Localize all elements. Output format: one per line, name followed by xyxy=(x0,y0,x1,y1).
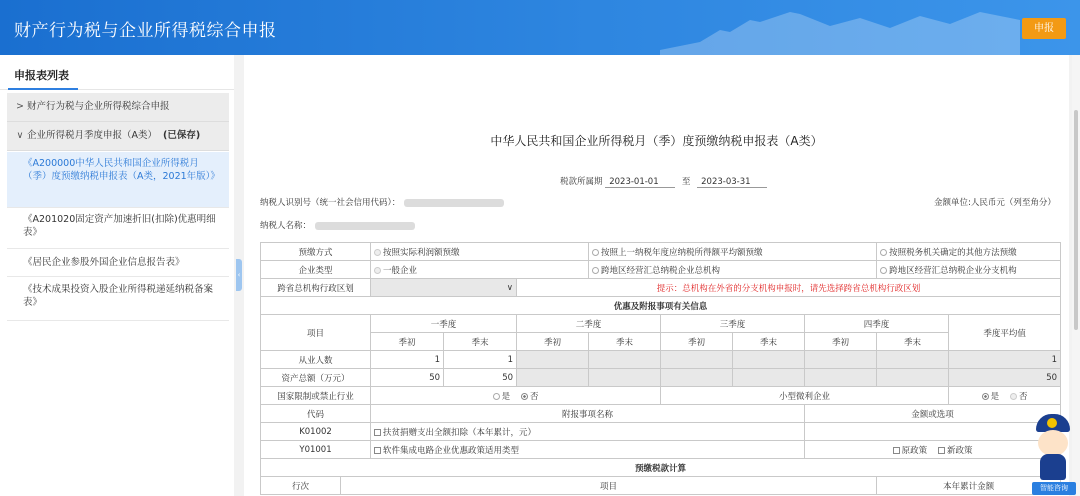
form-item-label: 《A200000中华人民共和国企业所得税月（季）度预缴纳税申报表（A类，2021年版）》 xyxy=(23,158,220,182)
sidebar-collapse-handle[interactable]: ‹ xyxy=(236,259,242,291)
assets-q4-end xyxy=(877,369,949,387)
row-number-header: 行次 xyxy=(261,477,341,495)
declaration-table xyxy=(260,242,1061,495)
region-select[interactable] xyxy=(371,279,517,297)
quarter-3-header: 三季度 xyxy=(661,315,805,333)
employees-q4-end xyxy=(877,351,949,369)
chevron-down-icon: ∨ xyxy=(506,282,514,293)
item-label: 扶贫捐赠支出全额扣除（本年累计，元） xyxy=(383,427,537,438)
item-label: 软件集成电路企业优惠政策适用类型 xyxy=(383,445,520,456)
taxid-value-redacted xyxy=(404,199,504,207)
assets-avg: 50 xyxy=(949,369,1061,387)
submit-button[interactable]: 申报 xyxy=(1022,18,1066,39)
q2-begin-header: 季初 xyxy=(517,333,589,351)
assets-q2-end xyxy=(589,369,661,387)
q2-end-header: 季末 xyxy=(589,333,661,351)
option-label: 按照上一纳税年度应纳税所得额平均额预缴 xyxy=(601,247,763,258)
small-enterprise-options xyxy=(949,387,1061,405)
option-label: 按照实际利润额预缴 xyxy=(383,247,460,258)
prepay-opt-1[interactable] xyxy=(371,243,589,261)
small-enterprise-label: 小型微利企业 xyxy=(661,387,949,405)
assets-q4-begin xyxy=(805,369,877,387)
period-label: 税款所属期 xyxy=(560,177,603,187)
name-row xyxy=(260,219,415,231)
radio-selected-icon xyxy=(982,393,989,400)
employees-q1-end[interactable]: 1 xyxy=(444,351,517,369)
assets-row xyxy=(261,369,1061,387)
assets-q3-end xyxy=(733,369,805,387)
period-end-field[interactable]: 2023-03-31 xyxy=(697,177,767,188)
enterprise-type-row xyxy=(261,261,1061,279)
chevron-down-icon: ∨ xyxy=(16,130,24,141)
employees-avg: 1 xyxy=(949,351,1061,369)
option-label: 否 xyxy=(1018,391,1028,402)
sidebar xyxy=(0,55,234,496)
assets-label: 资产总额（万元） xyxy=(261,369,371,387)
col-item-header: 项目 xyxy=(261,315,371,351)
form-item-a201020[interactable] xyxy=(7,208,229,249)
option-label: 跨地区经营汇总纳税企业总机构 xyxy=(601,265,721,276)
section2-header-row xyxy=(261,459,1061,477)
restricted-yes[interactable] xyxy=(493,392,511,402)
radio-icon xyxy=(374,249,381,256)
q3-end-header: 季末 xyxy=(733,333,805,351)
restricted-label: 国家限制或禁止行业 xyxy=(261,387,371,405)
etype-opt-1[interactable] xyxy=(371,261,589,279)
employees-q1-begin[interactable]: 1 xyxy=(371,351,444,369)
prepay-opt-3[interactable] xyxy=(877,243,1061,261)
taxid-label: 纳税人识别号（统一社会信用代码）： xyxy=(260,198,401,208)
option-label: 否 xyxy=(529,391,539,402)
radio-icon xyxy=(880,249,887,256)
assistant-mascot[interactable] xyxy=(1030,414,1078,496)
form-item-label: 《技术成果投资入股企业所得税递延纳税备案表》 xyxy=(23,284,214,308)
group-income-tax[interactable] xyxy=(7,122,229,151)
y01001-options xyxy=(805,441,1061,459)
assets-q1-begin[interactable]: 50 xyxy=(371,369,444,387)
calc-header-row xyxy=(261,477,1061,495)
quarter-1-header: 一季度 xyxy=(371,315,517,333)
app-title: 财产行为税与企业所得税综合申报 xyxy=(14,21,277,41)
option-label: 按照税务机关确定的其他方法预缴 xyxy=(889,247,1017,258)
y01001-code: Y01001 xyxy=(261,441,371,459)
y01001-item[interactable] xyxy=(371,441,805,459)
group-label: 企业所得税月季度申报（A类） xyxy=(27,130,157,141)
option-label: 一般企业 xyxy=(383,265,418,276)
mascot-badge-icon xyxy=(1047,418,1057,428)
radio-icon xyxy=(1010,393,1017,400)
radio-icon xyxy=(374,267,381,274)
enterprise-type-label: 企业类型 xyxy=(261,261,371,279)
code-header-row xyxy=(261,405,1061,423)
region-label: 跨省总机构行政区划 xyxy=(261,279,371,297)
subheader-row xyxy=(261,333,1061,351)
radio-icon xyxy=(880,267,887,274)
amount-header: 金额或选项 xyxy=(805,405,1061,423)
restricted-no[interactable] xyxy=(521,392,539,402)
small-no xyxy=(1010,392,1028,402)
assets-q3-begin xyxy=(661,369,733,387)
form-item-label: 《A201020固定资产加速折旧(扣除)优惠明细表》 xyxy=(23,214,216,238)
q1-begin-header: 季初 xyxy=(371,333,444,351)
etype-opt-3[interactable] xyxy=(877,261,1061,279)
option-label: 跨地区经营汇总纳税企业分支机构 xyxy=(889,265,1017,276)
form-item-label: 《居民企业参股外国企业信息报告表》 xyxy=(23,257,185,268)
form-item-tech-investment[interactable] xyxy=(7,277,229,321)
region-hint: 提示：总机构在外省的分支机构申报时，请先选择跨省总机构行政区划 xyxy=(517,279,1061,297)
y01001-row xyxy=(261,441,1061,459)
radio-icon xyxy=(493,393,500,400)
etype-opt-2[interactable] xyxy=(589,261,877,279)
assets-q2-begin xyxy=(517,369,589,387)
section1-title: 优惠及附报事项有关信息 xyxy=(261,297,1061,315)
employees-row xyxy=(261,351,1061,369)
form-item-foreign-shares[interactable] xyxy=(7,249,229,277)
calc-item-header: 项目 xyxy=(341,477,877,495)
header-bar xyxy=(0,0,1080,55)
taxid-row xyxy=(260,196,504,208)
section1-header-row xyxy=(261,297,1061,315)
k01002-row xyxy=(261,423,1061,441)
radio-icon xyxy=(592,249,599,256)
period-start-field[interactable]: 2023-01-01 xyxy=(605,177,675,188)
form-panel xyxy=(244,55,1069,496)
item-name-header: 附报事项名称 xyxy=(371,405,805,423)
checkbox-icon xyxy=(938,447,945,454)
mascot-face xyxy=(1038,430,1068,456)
k01002-item[interactable] xyxy=(371,423,805,441)
employees-q2-end xyxy=(589,351,661,369)
radio-selected-icon xyxy=(521,393,528,400)
assets-q1-end[interactable]: 50 xyxy=(444,369,517,387)
col-avg-header: 季度平均值 xyxy=(949,315,1061,351)
small-yes xyxy=(982,392,1000,402)
option-label: 原政策 xyxy=(901,445,928,456)
form-item-a200000[interactable] xyxy=(7,152,229,208)
k01002-code: K01002 xyxy=(261,423,371,441)
group-property-tax[interactable] xyxy=(7,93,229,122)
group-label: 财产行为税与企业所得税综合申报 xyxy=(27,101,170,112)
great-wall-decoration xyxy=(660,0,1020,55)
q4-begin-header: 季初 xyxy=(805,333,877,351)
code-header: 代码 xyxy=(261,405,371,423)
q1-end-header: 季末 xyxy=(444,333,517,351)
region-row xyxy=(261,279,1061,297)
period-to: 至 xyxy=(681,177,691,187)
cumulative-header: 本年累计金额 xyxy=(877,477,1061,495)
section2-title: 预缴税款计算 xyxy=(261,459,1061,477)
scrollbar-thumb[interactable] xyxy=(1074,110,1078,330)
name-value-redacted xyxy=(315,222,415,230)
unit-label: 金额单位:人民币元（列至角分） xyxy=(934,198,1056,208)
y01001-new-policy[interactable] xyxy=(938,446,973,456)
employees-label: 从业人数 xyxy=(261,351,371,369)
option-label: 是 xyxy=(501,391,511,402)
name-label: 纳税人名称： xyxy=(260,221,312,231)
k01002-amount[interactable] xyxy=(805,423,1061,441)
radio-icon xyxy=(592,267,599,274)
employees-q2-begin xyxy=(517,351,589,369)
saved-status: (已保存) xyxy=(163,130,201,141)
restricted-options xyxy=(371,387,661,405)
sidebar-title-underline xyxy=(8,88,78,90)
q4-end-header: 季末 xyxy=(877,333,949,351)
period-row xyxy=(560,175,767,188)
mascot-body xyxy=(1040,454,1066,480)
restricted-row xyxy=(261,387,1061,405)
checkbox-icon xyxy=(893,447,900,454)
employees-q3-end xyxy=(733,351,805,369)
option-label: 是 xyxy=(990,391,1000,402)
prepay-opt-2[interactable] xyxy=(589,243,877,261)
checkbox-icon xyxy=(374,429,381,436)
chevron-right-icon: > xyxy=(16,101,24,112)
prepay-method-label: 预缴方式 xyxy=(261,243,371,261)
quarter-4-header: 四季度 xyxy=(805,315,949,333)
prepay-method-row xyxy=(261,243,1061,261)
assistant-label[interactable]: 智能咨询 xyxy=(1032,482,1076,495)
sidebar-header xyxy=(0,55,234,90)
y01001-old-policy[interactable] xyxy=(893,446,928,456)
option-label: 新政策 xyxy=(946,445,973,456)
checkbox-icon xyxy=(374,447,381,454)
quarter-header-row xyxy=(261,315,1061,333)
q3-begin-header: 季初 xyxy=(661,333,733,351)
sidebar-title: 申报表列表 xyxy=(14,69,69,82)
employees-q4-begin xyxy=(805,351,877,369)
quarter-2-header: 二季度 xyxy=(517,315,661,333)
form-title: 中华人民共和国企业所得税月（季）度预缴纳税申报表（A类） xyxy=(490,134,823,148)
employees-q3-begin xyxy=(661,351,733,369)
